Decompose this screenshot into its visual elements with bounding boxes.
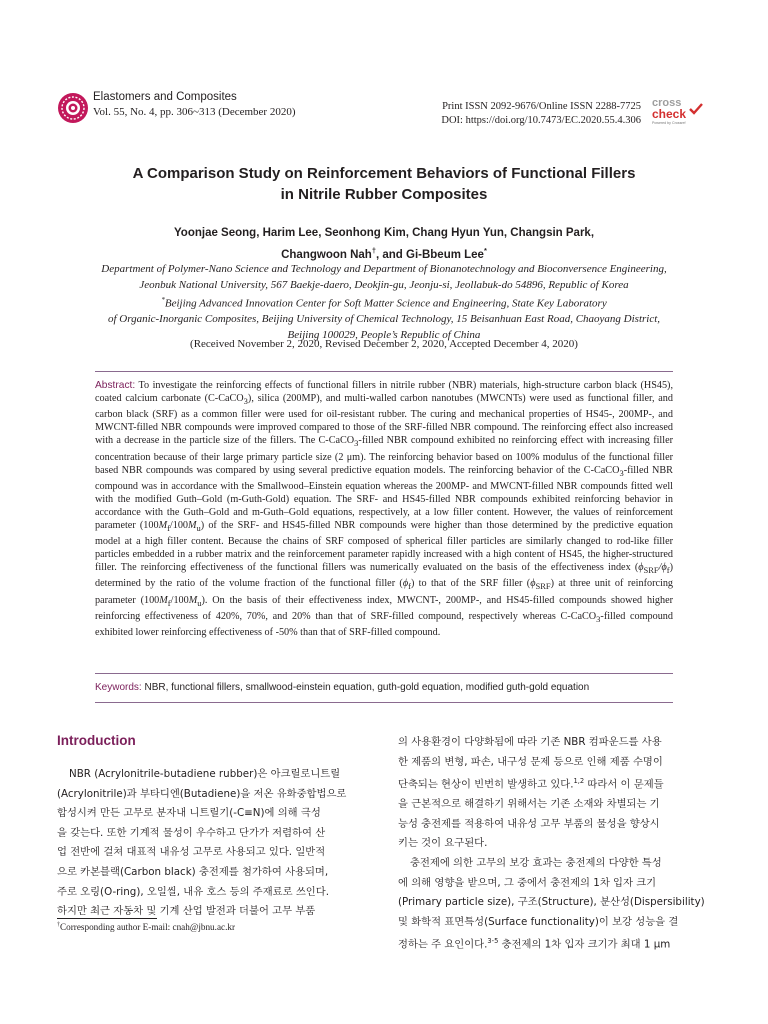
symbol-hundred: 100 — [173, 594, 189, 606]
affiliation-line-3-text: Beijing Advanced Innovation Center for Soft Matter Science and Engineering, State Key Laboratory — [164, 297, 607, 310]
author-lee: , and Gi-Bbeum Lee — [375, 248, 484, 261]
journal-logo-icon — [57, 92, 89, 124]
affiliation-line-3 — [55, 293, 713, 312]
body-line: 으로 카본블랙(Carbon black) 충전제를 첨가하여 사용되며, — [57, 865, 329, 878]
affiliation-line-4: of Organic-Inorganic Composites, Beijing University of Chemical Technology, 15 Beisanhuan East Road, Chaoyang District, — [107, 313, 661, 326]
footnote — [57, 922, 235, 932]
abstract-text-7: ) to that of the SRF filler ( — [410, 578, 531, 590]
abstract-sub: 3 — [619, 467, 624, 478]
abstract-text-8: ) at three unit of reinforcing parameter (100 — [95, 578, 674, 606]
keywords-text: NBR, functional fillers, smallwood-einstein equation, guth-gold equation, modified guth-gold equation — [141, 682, 590, 693]
body-line: 능성 충전제를 적용하여 내유성 고무 부품의 물성을 향상시 — [398, 817, 660, 830]
corresponding-mark: † — [371, 246, 376, 255]
abstract-text-3: -filled NBR compound exhibited no reinforcing effect with increasing filler concentration because of their large primary particle size (2 μm). The reinforcing behavior based on 100% modulus of the functional filler based NBR compounds was compared by using several predictive equation models. The reinforcing behavior of the C-CaCO — [95, 435, 673, 476]
footnote-rule — [57, 918, 157, 919]
symbol-sub: u — [197, 597, 202, 608]
body-line-text: 단축되는 현상이 빈번히 발생하고 있다. — [398, 778, 574, 791]
journal-volume-info: Vol. 55, No. 4, pp. 306~313 (December 2020) — [93, 106, 296, 118]
body-line: 업 전반에 걸쳐 대표적 내유성 고무로 사용되고 있다. 일반적 — [57, 846, 326, 859]
issn-line: Print ISSN 2092-9676/Online ISSN 2288-7725 — [442, 101, 641, 112]
author-nah: Changwoon Nah — [281, 248, 372, 261]
affiliation-star-mark: * — [161, 296, 165, 305]
affiliation-line-2: Jeonbuk National University, 567 Baekje-daero, Deokjin-gu, Jeonju-si, Jeollabuk-do 54896, Republic of Korea — [139, 278, 629, 291]
affiliation-line-1: Department of Polymer-Nano Science and Technology and Department of Bionanotechnology and Bioconversence Engineering, — [101, 263, 667, 275]
paper-title-line-2: in Nitrile Rubber Composites — [280, 186, 488, 203]
author-list — [60, 225, 708, 264]
author-line-1: Yoonjae Seong, Harim Lee, Seonhong Kim, Chang Hyun Yun, Changsin Park, — [173, 227, 595, 239]
body-line: 및 화학적 표면특성(Surface functionality)이 보강 성능을 결 — [398, 915, 679, 928]
symbol-sub: f — [167, 597, 171, 608]
journal-name: Elastomers and Composites — [93, 91, 237, 103]
body-line: NBR (Acrylonitrile-butadiene rubber)은 아크릴로니트릴 — [69, 768, 341, 780]
doi-link[interactable]: DOI: https://doi.org/10.7473/EC.2020.55.4.306 — [441, 115, 641, 126]
abstract-text-2: ), silica (200MP), and multi-walled carbon nanotubes (MWCNTs) were used as functional filler, and carbon black (SRF) as a common filler were used for oil-resistant rubber. The curing and mechanical properties of HS45-, 200MP-, and MWCNT-filled NBR compounds were improved compared to those of the SRF-filled NBR compound. The reinforcing effect also increased with a decrease in the particle size of the fillers. The C-CaCO — [95, 393, 673, 447]
introduction-left-column — [57, 765, 371, 922]
symbol-sub: SRF — [535, 581, 551, 592]
affiliation-line-5: Beijing 100029, People’s Republic of China — [287, 329, 481, 342]
abstract-text-6: ) determined by the ratio of the volume fraction of the functional filler ( — [95, 562, 673, 590]
crossmark-bottom-text: check — [652, 107, 687, 121]
abstract-sub: 3 — [596, 613, 601, 624]
citation-ref[interactable]: 1,2 — [573, 777, 585, 786]
symbol-sub: f — [666, 565, 670, 576]
body-line: 을 갖는다. 또한 기계적 물성이 우수하고 단가가 저렴하여 산 — [57, 826, 326, 839]
body-line: 에 의해 영향을 받으며, 그 중에서 충전제의 1차 입자 크기 — [398, 876, 657, 889]
abstract-text-9: ). On the basis of their effectiveness index, MWCNT-, 200MP-, and HS45-filled compounds showed higher reinforcing effectiveness of 420%, 70%, and 20% than that of SRF-filled compound, respectively whereas C-CaCO — [95, 594, 673, 622]
body-line: 한 제품의 변형, 파손, 내구성 문제 등으로 인해 제품 수명이 — [398, 755, 663, 768]
abstract-text-4: -filled NBR compound was in accordance with the Smallwood–Einstein equation whereas the 200MP- and MWCNT-filled NBR compounds fitted well with the modified Guth–Gold (m-Guth-Gold) equation. The SRF- and HS45-filled NBR compounds exhibited reinforcing behavior in accordance with the Guth–Gold and m-Guth–Gold equations, respectively, at a low filler content. However, the values of reinforcement parameter (100 — [95, 464, 673, 532]
abstract-sub: 3 — [354, 438, 359, 449]
body-line: 충전제에 의한 고무의 보강 효과는 충전제의 다양한 특성 — [410, 856, 662, 869]
symbol-m: M — [188, 594, 198, 606]
footnote-text: Corresponding author E-mail: cnah@jbnu.ac.kr — [59, 922, 236, 933]
symbol-m: M — [158, 520, 168, 532]
symbol-phi: ϕ — [638, 562, 644, 574]
keywords-bottom-rule — [95, 702, 673, 703]
issn-block — [441, 100, 641, 128]
footnote-mark: † — [57, 922, 60, 928]
abstract — [95, 379, 673, 639]
paper-title-line-1: A Comparison Study on Reinforcement Behaviors of Functional Fillers — [132, 165, 636, 182]
abstract-top-rule — [95, 371, 673, 372]
symbol-phi: ϕ — [530, 578, 536, 590]
symbol-sub: f — [408, 581, 411, 592]
body-line: 의 사용환경이 다양화됨에 따라 기존 NBR 컴파운드를 사용 — [398, 736, 662, 748]
citation-ref[interactable]: 3-5 — [487, 937, 499, 946]
abstract-text-10: -filled compound exhibited lower reinforcing effectiveness of -50% than that of SRF-filled compound. — [95, 610, 673, 638]
body-line: 을 근본적으로 해결하기 위해서는 기존 소재와 차별되는 기 — [398, 798, 660, 811]
keywords — [95, 682, 673, 693]
symbol-m: M — [188, 520, 197, 532]
body-line: 합성시켜 만든 고무로 분자내 니트릴기(-C≡N)에 의해 극성 — [57, 807, 321, 820]
body-line-text: 따라서 이 문제들 — [584, 778, 664, 791]
symbol-sub: SRF — [643, 565, 659, 576]
affiliations — [55, 262, 713, 344]
crossmark-caption: Powered by Crossref — [652, 121, 686, 125]
body-line: (Acrylonitrile)과 부타디엔(Butadiene)을 저온 유화중합법으로 — [57, 787, 347, 800]
abstract-label: Abstract: — [95, 380, 136, 391]
symbol-phi: /ϕ — [658, 562, 667, 574]
abstract-text-5: ) of the SRF- and HS45-filled NBR compounds were higher than those determined by the predictive equation model at a high filler content. Because the chains of SRF composed of spherical filler particles are similarly changed to rod-like filler particles embedded in a rubber matrix and the reinforcement parameter rapidly increased with a high content of HS45, the higher-structured filler. The reinforcing effectiveness of the functional fillers was numerically evaluated on the basis of the effectiveness index ( — [95, 520, 673, 574]
symbol-m: M — [159, 594, 168, 606]
body-line: 하지만 최근 자동차 및 기계 산업 발전과 더불어 고무 부품 — [57, 905, 316, 918]
crossmark-logo-icon[interactable] — [650, 95, 712, 125]
body-line — [398, 932, 712, 955]
checkmark-icon — [690, 104, 702, 113]
body-line — [398, 772, 712, 795]
body-line: 주로 오링(O-ring), 오일씰, 내유 호스 등의 주재료로 쓰인다. — [57, 885, 329, 898]
symbol-slash: / — [170, 594, 174, 606]
paper-title — [60, 163, 708, 205]
body-line: (Primary particle size), 구조(Structure), 분산성(Dispersibility) — [398, 896, 705, 909]
symbol-slash: /100 — [169, 520, 189, 532]
symbol-sub: f — [167, 523, 170, 534]
abstract-text-1: To investigate the reinforcing effects of functional fillers in nitrile rubber (NBR) materials, high-structure carbon black (HS45), coated calcium carbonate (C-CaCO — [95, 380, 673, 405]
introduction-right-column — [398, 733, 712, 955]
abstract-bottom-rule — [95, 673, 673, 674]
body-line-text: 정하는 주 요인이다. — [398, 938, 488, 951]
symbol-phi: ϕ — [402, 578, 409, 590]
introduction-heading: Introduction — [57, 733, 136, 748]
affiliation-star: * — [483, 246, 487, 255]
keywords-label: Keywords: — [95, 682, 142, 693]
symbol-sub: u — [196, 523, 201, 534]
body-line-text: 충전제의 1차 입자 크기가 최대 1 μm — [498, 938, 671, 951]
author-line-2 — [60, 242, 708, 264]
abstract-sub: 3 — [243, 396, 248, 407]
crossmark-top-text: cross — [652, 97, 682, 109]
received-dates: (Received November 2, 2020, Revised December 2, 2020, Accepted December 4, 2020) — [190, 338, 578, 350]
body-line: 키는 것이 요구된다. — [398, 837, 488, 850]
